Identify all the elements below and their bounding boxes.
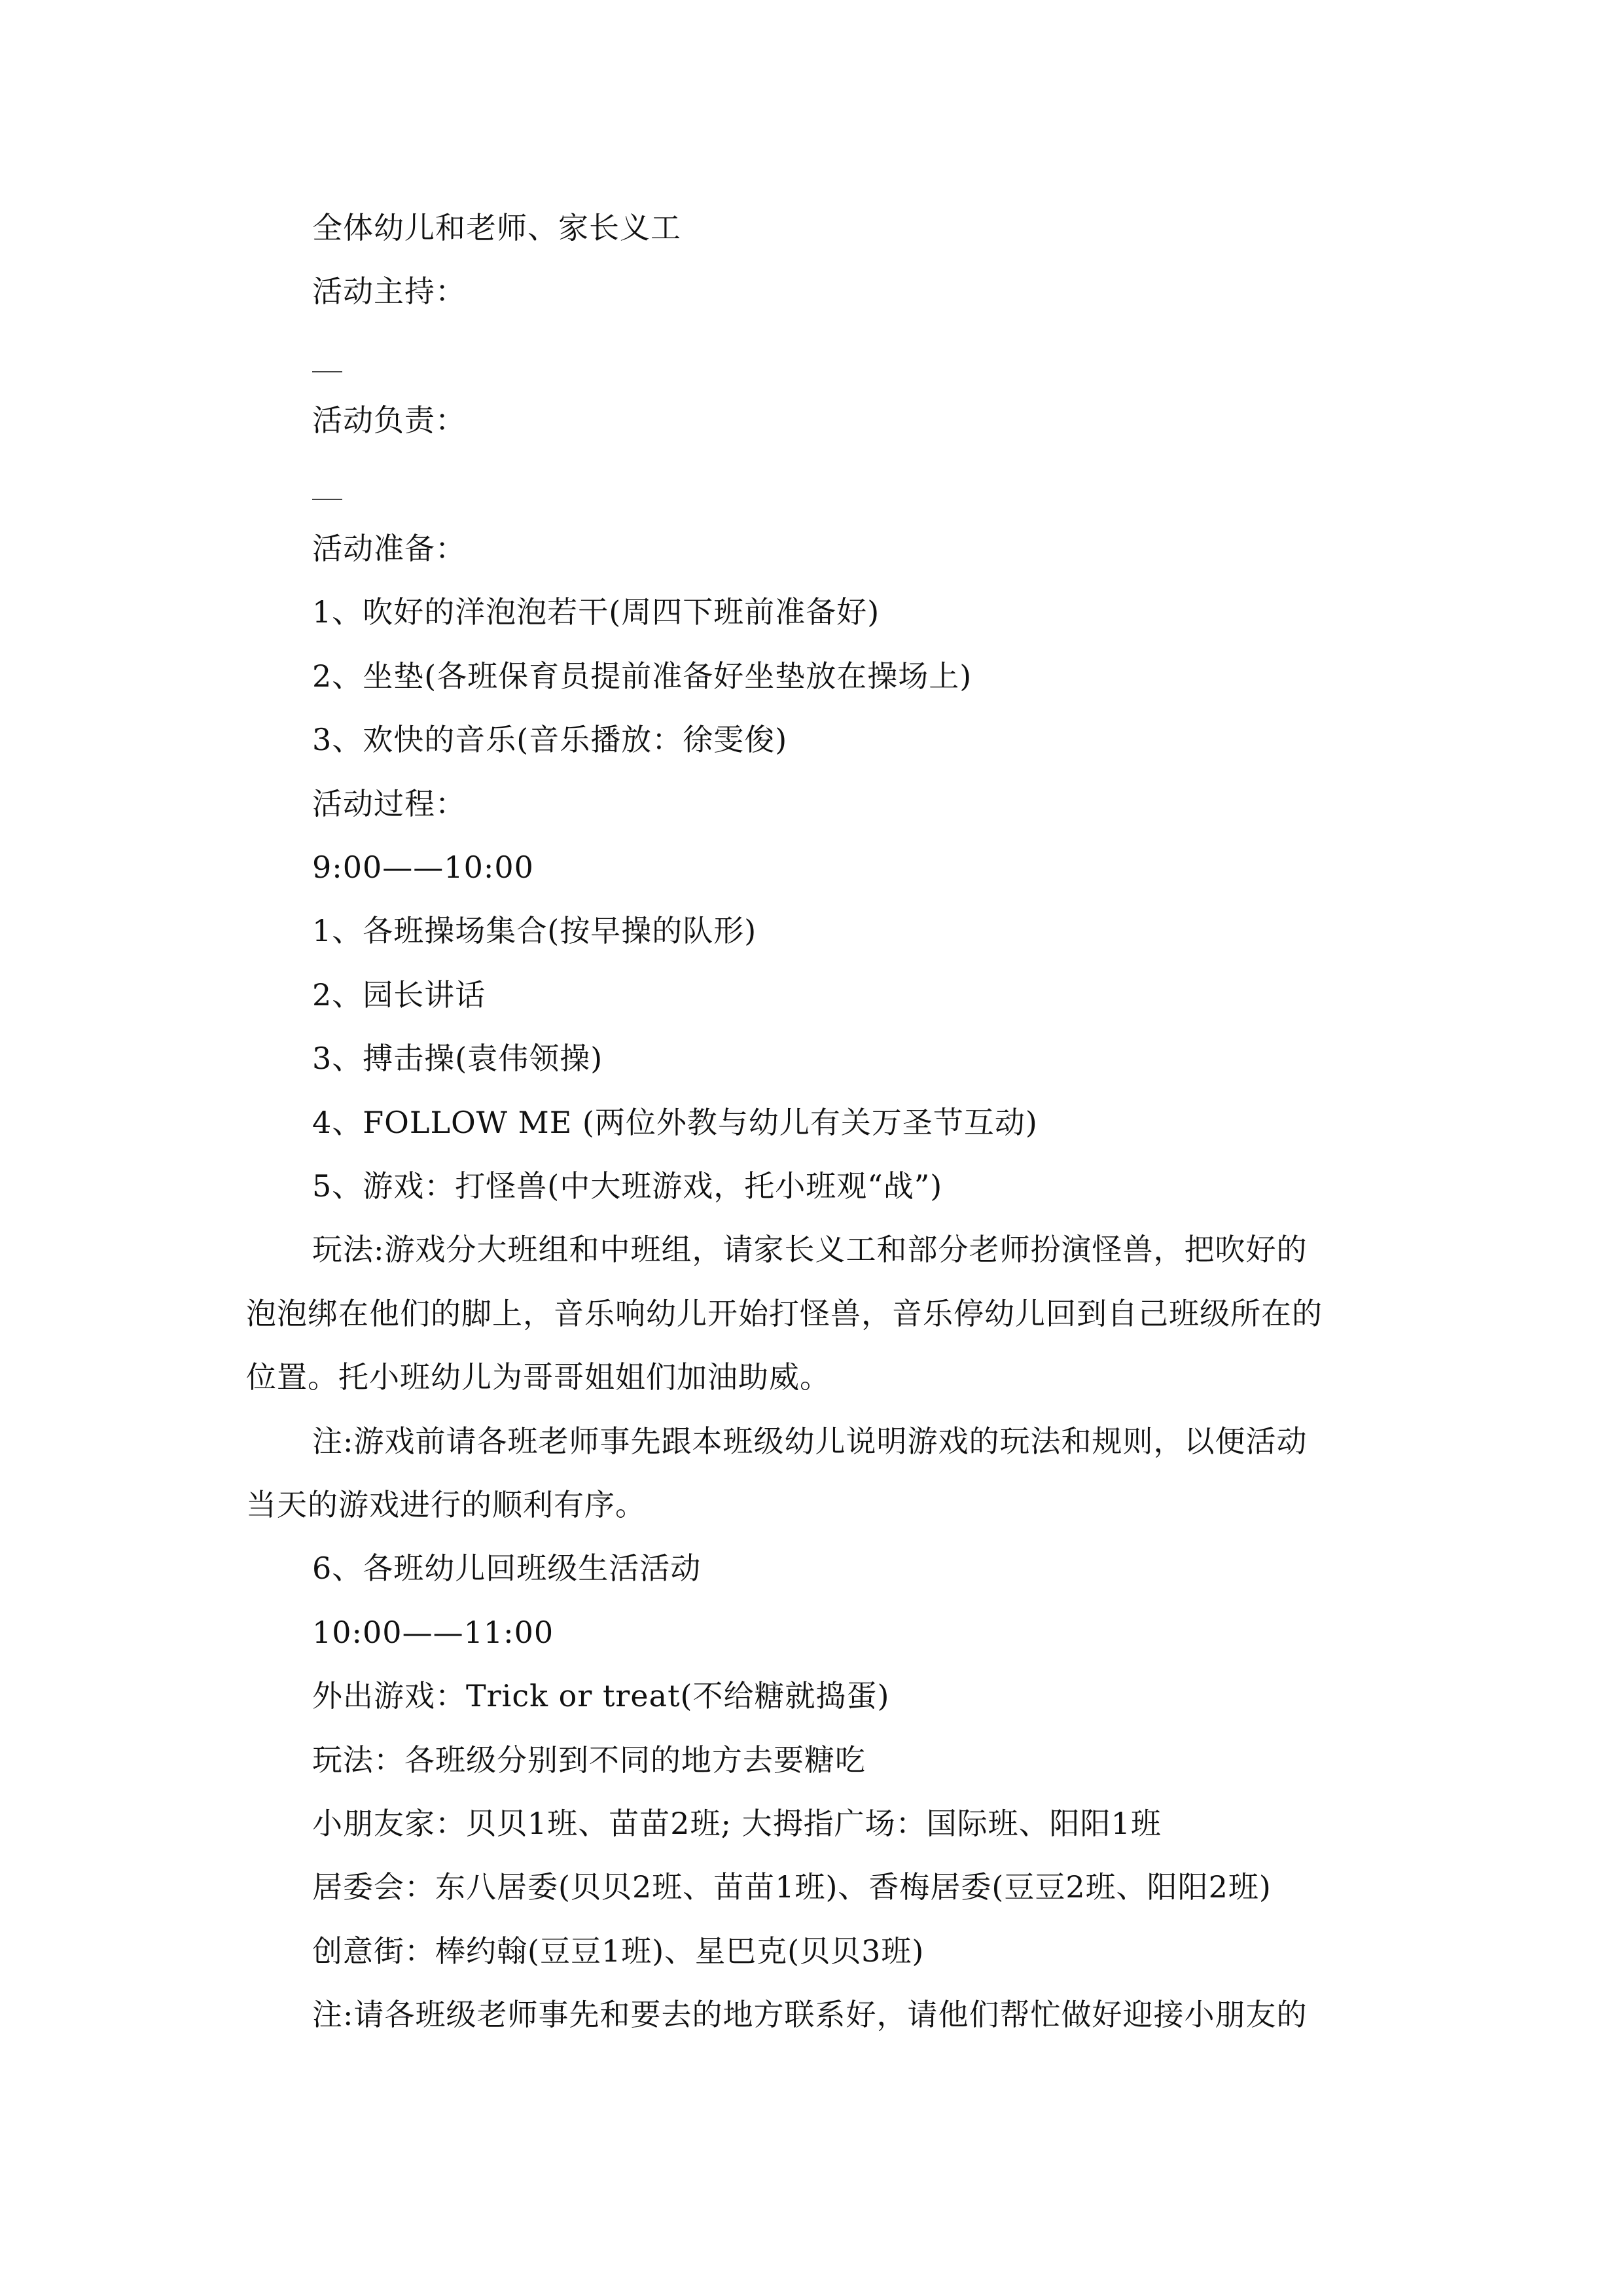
process-step-2: 2、园长讲话 xyxy=(312,977,486,1013)
place-line-1: 小朋友家：贝贝1班、苗苗2班; 大拇指广场：国际班、阳阳1班 xyxy=(312,1806,1162,1841)
play-rule-line-3: 位置。托小班幼儿为哥哥姐姐们加油助威。 xyxy=(246,1359,830,1395)
note-line-2: 当天的游戏进行的顺利有序。 xyxy=(246,1487,646,1522)
outing-rule: 玩法：各班级分别到不同的地方去要糖吃 xyxy=(312,1742,866,1778)
process-label: 活动过程： xyxy=(312,786,466,821)
host-blank xyxy=(312,371,342,372)
time-slot-2: 10:00——11:00 xyxy=(312,1615,554,1650)
prep-item-2: 2、坐垫(各班保育员提前准备好坐垫放在操场上) xyxy=(312,658,972,694)
lead-blank xyxy=(312,499,342,500)
place-line-3: 创意街：棒约翰(豆豆1班)、星巴克(贝贝3班) xyxy=(312,1933,925,1969)
note-line-1: 注:游戏前请各班老师事先跟本班级幼儿说明游戏的玩法和规则，以便活动 xyxy=(312,1424,1308,1459)
process-step-1: 1、各班操场集合(按早操的队形) xyxy=(312,913,757,948)
play-rule-line-1: 玩法:游戏分大班组和中班组，请家长义工和部分老师扮演怪兽，把吹好的 xyxy=(312,1232,1308,1267)
note-line-3: 注:请各班级老师事先和要去的地方联系好，请他们帮忙做好迎接小朋友的 xyxy=(312,1997,1308,2032)
process-step-3: 3、搏击操(袁伟领操) xyxy=(312,1041,603,1076)
prep-item-3: 3、欢快的音乐(音乐播放：徐雯俊) xyxy=(312,722,788,757)
process-step-6: 6、各班幼儿回班级生活活动 xyxy=(312,1551,702,1586)
participants-line: 全体幼儿和老师、家长义工 xyxy=(312,210,681,245)
process-step-5: 5、游戏：打怪兽(中大班游戏，托小班观“战”) xyxy=(312,1168,943,1204)
host-label: 活动主持： xyxy=(312,274,466,309)
time-slot-1: 9:00——10:00 xyxy=(312,850,534,885)
place-line-2: 居委会：东八居委(贝贝2班、苗苗1班)、香梅居委(豆豆2班、阳阳2班) xyxy=(312,1869,1272,1905)
prep-item-1: 1、吹好的洋泡泡若干(周四下班前准备好) xyxy=(312,594,880,630)
play-rule-line-2: 泡泡绑在他们的脚上，音乐响幼儿开始打怪兽，音乐停幼儿回到自己班级所在的 xyxy=(246,1296,1323,1331)
outing-game: 外出游戏：Trick or treat(不给糖就捣蛋) xyxy=(312,1678,890,1713)
process-step-4: 4、FOLLOW ME (两位外教与幼儿有关万圣节互动) xyxy=(312,1105,1038,1140)
prep-label: 活动准备： xyxy=(312,531,466,566)
lead-label: 活动负责： xyxy=(312,403,466,438)
